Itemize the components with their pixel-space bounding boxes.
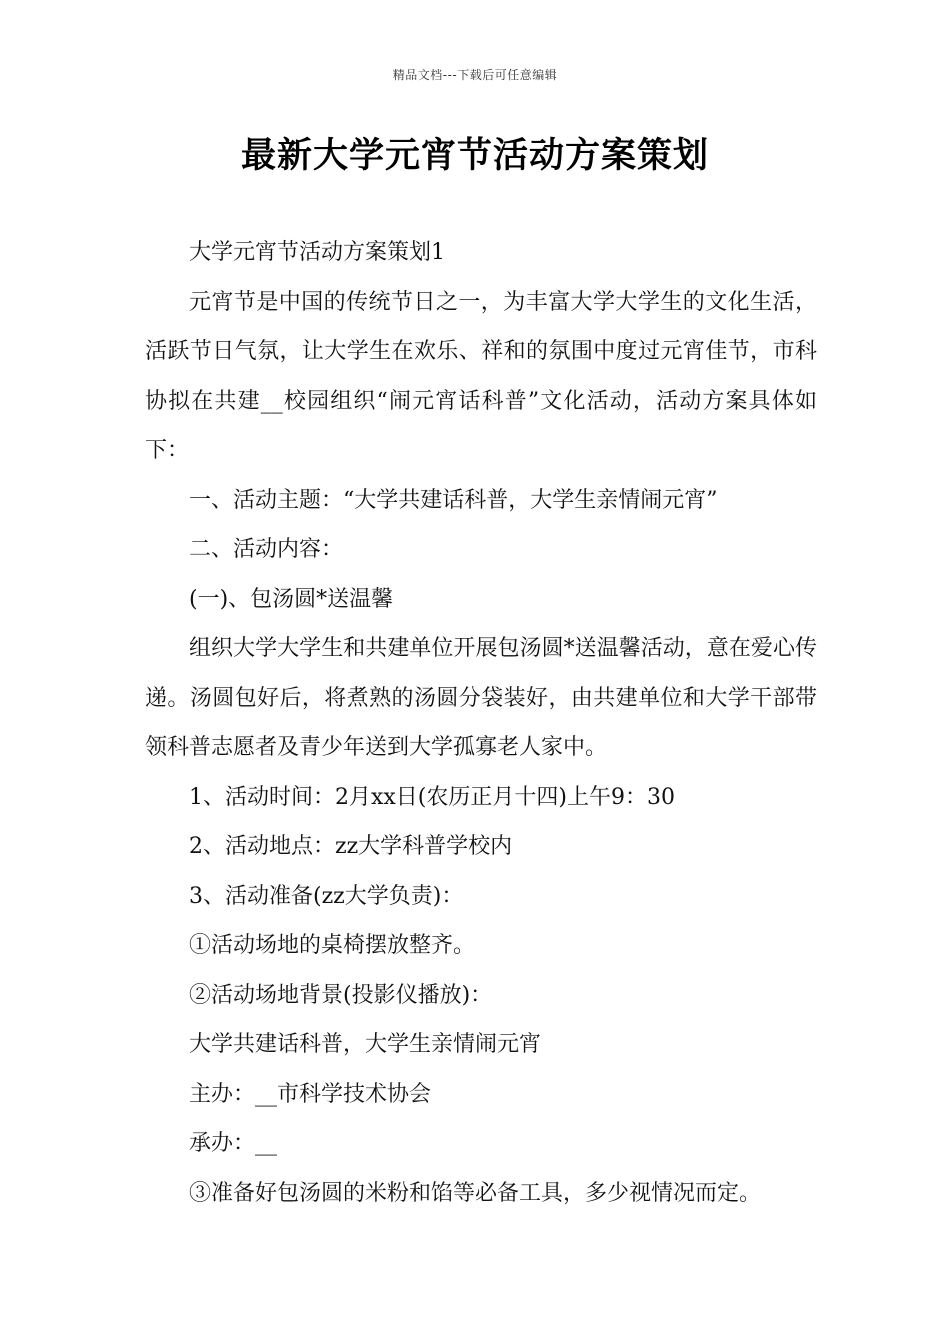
paragraph: 二、活动内容：	[189, 537, 344, 562]
paragraph: 大学共建话科普，大学生亲情闹元宵	[189, 1032, 542, 1057]
paragraph: 3、活动准备(zz大学负责)：	[189, 883, 464, 909]
paragraph: ③准备好包汤圆的米粉和馅等必备工具，多少视情况而定。	[189, 1180, 762, 1206]
paragraph: 组织大学大学生和共建单位开展包汤圆*送温馨活动，意在爱心传递。汤圆包好后，将煮熟的汤圆分袋装好，由共建单位和大学干部带领科普志愿者及青少年送到大学孤寡老人家中。	[145, 636, 817, 760]
paragraph: ②活动场地背景(投影仪播放)：	[189, 982, 493, 1008]
paragraph: 承办：__	[189, 1131, 278, 1156]
document-body	[145, 228, 817, 1218]
paragraph: ①活动场地的桌椅摆放整齐。	[189, 933, 476, 958]
paragraph: 主办：__市科学技术协会	[189, 1081, 432, 1107]
page-header: 精品文档---下载后可任意编辑	[392, 68, 558, 82]
paragraph: 一、活动主题：“大学共建话科普，大学生亲情闹元宵”	[189, 487, 718, 513]
paragraph: 1、活动时间：2月xx日(农历正月十四)上午9：30	[189, 784, 675, 810]
section-heading: 大学元宵节活动方案策划1	[189, 240, 445, 265]
paragraph: 元宵节是中国的传统节日之一，为丰富大学大学生的文化生活，活跃节日气氛，让大学生在欢乐、祥和的氛围中度过元宵佳节，市科协拟在共建__校园组织“闹元宵话科普”文化活动，活动方案具体如下：	[145, 289, 817, 463]
document-title: 最新大学元宵节活动方案策划	[240, 136, 709, 176]
paragraph: (一)、包汤圆*送温馨	[189, 586, 394, 612]
paragraph: 2、活动地点：zz大学科普学校内	[189, 834, 513, 859]
